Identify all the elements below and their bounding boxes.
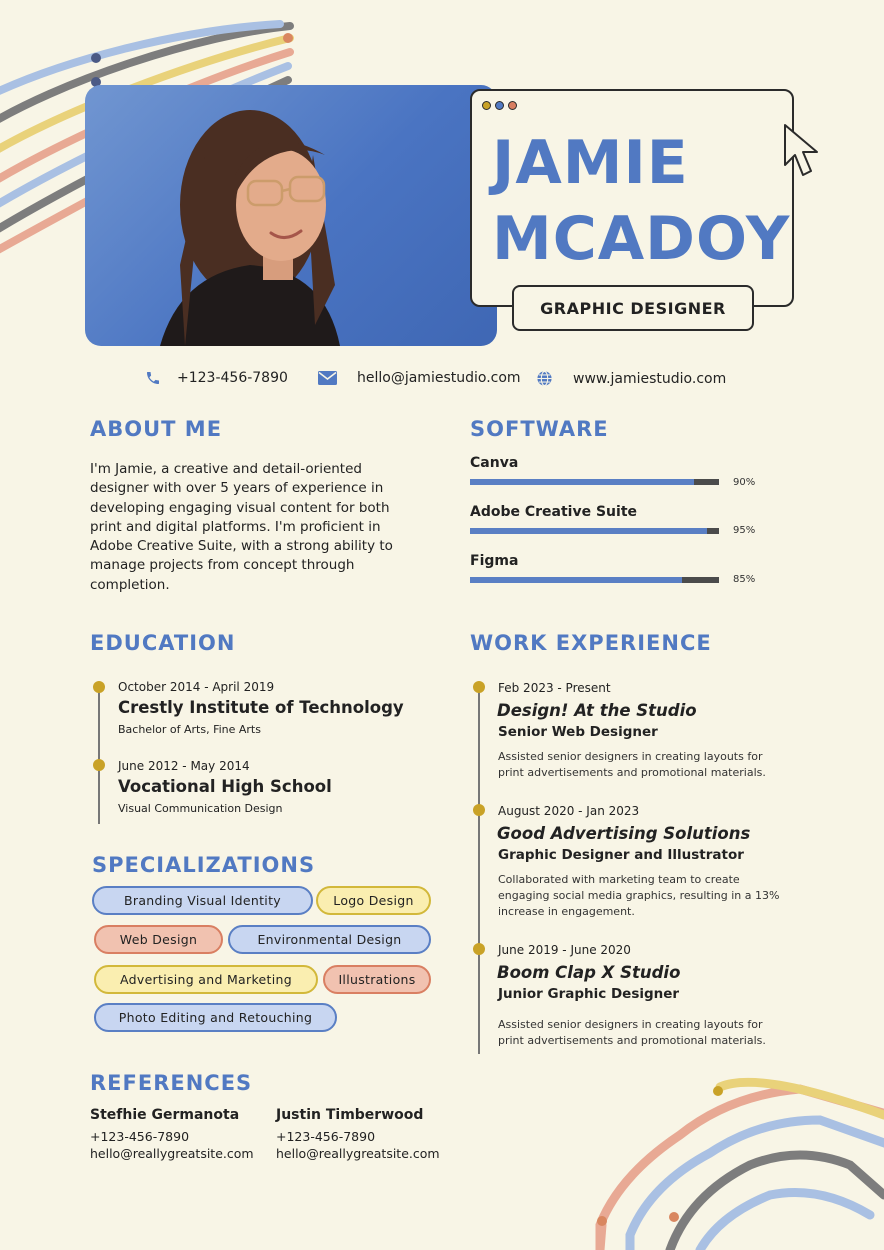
reference-phone: +123-456-7890 xyxy=(276,1129,376,1144)
software-name: Canva xyxy=(470,455,519,471)
name-window xyxy=(470,89,794,307)
software-name: Figma xyxy=(470,553,519,569)
software-name: Adobe Creative Suite xyxy=(470,504,638,520)
window-dots xyxy=(482,101,517,110)
contact-website[interactable] xyxy=(536,370,726,387)
job-company: Design! At the Studio xyxy=(497,701,697,720)
job-date: June 2019 - June 2020 xyxy=(498,943,631,957)
job-date: Feb 2023 - Present xyxy=(498,681,611,695)
decorative-arcs-bottom-right xyxy=(590,1075,884,1250)
chip-branding: Branding Visual Identity xyxy=(92,886,313,915)
job-role: Junior Graphic Designer xyxy=(498,986,680,1002)
education-timeline-line xyxy=(98,688,100,824)
email-text: hello@jamiestudio.com xyxy=(357,370,521,386)
software-item-canva xyxy=(470,455,719,485)
job-date: August 2020 - Jan 2023 xyxy=(498,804,640,818)
job-title-badge: GRAPHIC DESIGNER xyxy=(512,285,754,331)
software-heading: SOFTWARE xyxy=(470,417,609,441)
phone-icon xyxy=(145,370,161,386)
software-bar-fill xyxy=(470,479,694,485)
education-school: Crestly Institute of Technology xyxy=(118,698,404,717)
portrait-illustration xyxy=(85,85,497,346)
job-role: Senior Web Designer xyxy=(498,724,658,740)
software-bar-fill xyxy=(470,528,707,534)
reference-card xyxy=(276,1107,440,1161)
software-bar xyxy=(470,479,719,485)
reference-name: Justin Timberwood xyxy=(276,1107,424,1123)
job-description: Assisted senior designers in creating layouts for print advertisements and promotional materials. xyxy=(498,1018,766,1047)
mail-icon xyxy=(318,371,337,385)
first-name: JAMIE xyxy=(492,128,689,198)
phone-text: +123-456-7890 xyxy=(177,370,288,386)
cursor-icon xyxy=(783,123,823,185)
reference-email: hello@reallygreatsite.com xyxy=(90,1146,254,1161)
last-name: MCADOY xyxy=(492,204,791,274)
software-bar xyxy=(470,577,719,583)
work-timeline-line xyxy=(478,688,480,1054)
software-item-figma xyxy=(470,553,719,583)
specializations-heading: SPECIALIZATIONS xyxy=(92,853,316,877)
software-percent: 95% xyxy=(733,525,756,536)
education-degree: Bachelor of Arts, Fine Arts xyxy=(118,723,261,736)
references-heading: REFERENCES xyxy=(90,1071,253,1095)
job-company: Boom Clap X Studio xyxy=(497,963,681,982)
education-date: October 2014 - April 2019 xyxy=(118,680,275,694)
window-dot-yellow xyxy=(482,101,491,110)
software-percent: 90% xyxy=(733,477,756,488)
chip-web-design: Web Design xyxy=(94,925,223,954)
education-school: Vocational High School xyxy=(118,777,332,796)
timeline-dot xyxy=(473,681,485,693)
timeline-dot xyxy=(93,681,105,693)
software-percent: 85% xyxy=(733,574,756,585)
job-role: Graphic Designer and Illustrator xyxy=(498,847,744,863)
contact-email[interactable] xyxy=(318,370,521,386)
reference-phone: +123-456-7890 xyxy=(90,1129,190,1144)
reference-name: Stefhie Germanota xyxy=(90,1107,240,1123)
timeline-dot xyxy=(473,804,485,816)
reference-email: hello@reallygreatsite.com xyxy=(276,1146,440,1161)
education-degree: Visual Communication Design xyxy=(118,802,283,815)
about-text: I'm Jamie, a creative and detail-oriented designer with over 5 years of experience in developing engaging visual content for both print and digital platforms. I'm proficient in Adobe Creative Suite, with a strong ability to manage projects from concept through completion. xyxy=(90,461,393,593)
timeline-dot xyxy=(473,943,485,955)
job-description: Assisted senior designers in creating layouts for print advertisements and promotional materials. xyxy=(498,750,766,779)
reference-card xyxy=(90,1107,254,1161)
chip-advertising: Advertising and Marketing xyxy=(94,965,318,994)
about-heading: ABOUT ME xyxy=(90,417,223,441)
chip-photo-editing: Photo Editing and Retouching xyxy=(94,1003,337,1032)
software-bar-fill xyxy=(470,577,682,583)
globe-icon xyxy=(536,370,553,387)
education-date: June 2012 - May 2014 xyxy=(118,759,250,773)
chip-illustrations: Illustrations xyxy=(323,965,431,994)
job-description: Collaborated with marketing team to create engaging social media graphics, resulting in a 13% increase in engagement. xyxy=(498,873,780,918)
window-dot-peach xyxy=(508,101,517,110)
software-item-adobe xyxy=(470,504,719,534)
education-heading: EDUCATION xyxy=(90,631,236,655)
job-company: Good Advertising Solutions xyxy=(497,824,751,843)
window-dot-blue xyxy=(495,101,504,110)
contact-phone[interactable] xyxy=(145,370,288,386)
software-bar xyxy=(470,528,719,534)
timeline-dot xyxy=(93,759,105,771)
profile-photo xyxy=(85,85,497,346)
chip-environmental-design: Environmental Design xyxy=(228,925,431,954)
website-text: www.jamiestudio.com xyxy=(573,370,727,387)
work-heading: WORK EXPERIENCE xyxy=(470,631,712,655)
chip-logo-design: Logo Design xyxy=(316,886,431,915)
